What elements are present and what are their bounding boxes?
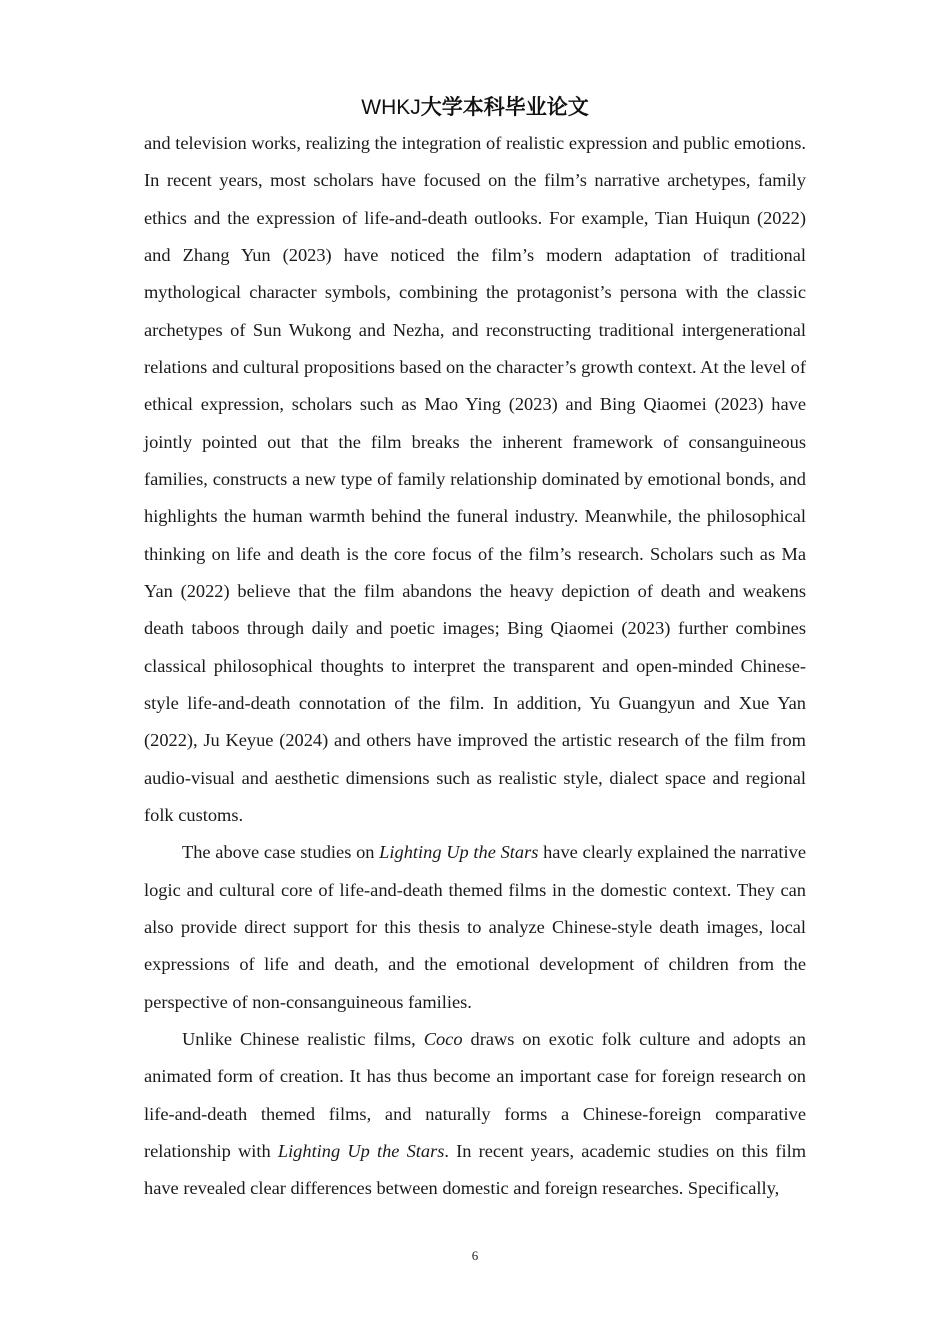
header-latin: WHKJ	[361, 96, 421, 119]
paragraph-2	[144, 834, 806, 1021]
film-title-coco: Coco	[423, 1028, 463, 1049]
body-text	[144, 125, 806, 1208]
header-title: 大学本科毕业论文	[420, 95, 589, 119]
running-header	[0, 93, 950, 122]
paragraph-2-text-1: The above case studies on	[182, 842, 380, 863]
paragraph-2-text-2: have clearly explained the narrative logic and cultural core of life-and-death themed films in the domestic context. They can also provide direct support for this thesis to analyze Chinese-style death images, local expressions of life and death, and the emotional development of children from the perspective of non-consanguineous families.	[144, 842, 806, 1012]
film-title-lighting-up-the-stars-2: Lighting Up the Stars	[277, 1140, 445, 1161]
paragraph-3-text-1: Unlike Chinese realistic films,	[182, 1028, 424, 1049]
paragraph-3	[144, 1021, 806, 1208]
page-number: 6	[471, 1248, 479, 1263]
paragraph-3-text-2: draws on exotic folk culture and adopts an animated form of creation. It has thus become an important case for foreign research on life-and-death themed films, and naturally forms a Chinese-foreign comparative relationship with	[144, 1028, 806, 1161]
paragraph-3-text-3: . In recent years, academic studies on this film have revealed clear differences between domestic and foreign researches. Specifically,	[144, 1140, 807, 1199]
film-title-lighting-up-the-stars: Lighting Up the Stars	[379, 842, 539, 863]
paragraph-1: and television works, realizing the integration of realistic expression and public emotions. In recent years, most scholars have focused on the film’s narrative archetypes, family ethics and the expression of life-and-death outlooks. For example, Tian Huiqun (2022) and Zhang Yun (2023) have noticed the film’s modern adaptation of traditional mythological character symbols, combining the protagonist’s persona with the classic archetypes of Sun Wukong and Nezha, and reconstructing traditional intergenerational relations and cultural propositions based on the character’s growth context. At the level of ethical expression, scholars such as Mao Ying (2023) and Bing Qiaomei (2023) have jointly pointed out that the film breaks the inherent framework of consanguineous families, constructs a new type of family relationship dominated by emotional bonds, and highlights the human warmth behind the funeral industry. Meanwhile, the philosophical thinking on life and death is the core focus of the film’s research. Scholars such as Ma Yan (2022) believe that the film abandons the heavy depiction of death and weakens death taboos through daily and poetic images; Bing Qiaomei (2023) further combines classical philosophical thoughts to interpret the transparent and open-minded Chinese-style life-and-death connotation of the film. In addition, Yu Guangyun and Xue Yan (2022), Ju Keyue (2024) and others have improved the artistic research of the film from audio-visual and aesthetic dimensions such as realistic style, dialect space and regional folk customs.	[144, 133, 806, 825]
